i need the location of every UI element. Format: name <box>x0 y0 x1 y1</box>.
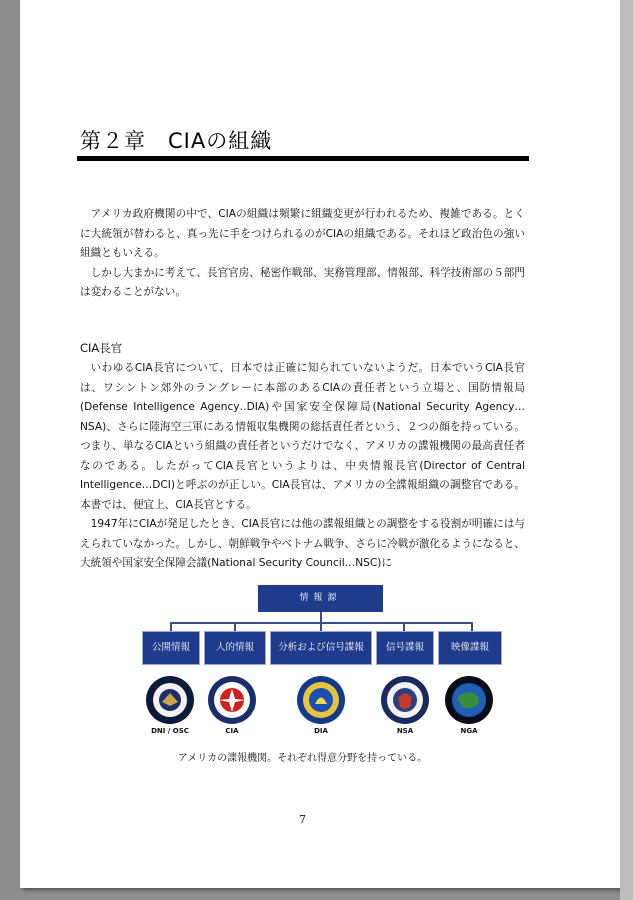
dni-seal-icon <box>145 675 195 725</box>
agency-label-cia: CIA <box>225 727 239 735</box>
figure-caption: アメリカの諜報機関。それぞれ得意分野を持っている。 <box>177 753 428 764</box>
chapter-rule <box>77 156 529 161</box>
category-analysis-signals: 分析および信号諜報 <box>270 631 372 665</box>
agency-label-nga: NGA <box>460 727 478 735</box>
viewer-scroll-edge <box>620 0 633 900</box>
page-number: 7 <box>299 813 306 826</box>
section-paragraph-1: いわゆるCIA長官について、日本では正確に知られていないようだ。日本でいうCIA長官は、ワシントン郊外のラングレーに本部のあるCIAの責任者という立場と、国防情報局(Defense Intelligence Agency‥DIA)や国家安全保障局(National Security Agency…NSA)、さらに陸海空三軍にある情報収集機関の総括責任者という、２つの顔を持っている。つまり、単なるCIAという組織の責任者というだけでなく、アメリカの諜報機関の最高責任者なのである。したがってCIA長官というよりは、中央情報長官(Director of Central Intelligence…DCI)と呼ぶのが正しい。CIA長官は、アメリカの全諜報組織の調整官である。本書では、便宜上、CIA長官とする。 <box>80 362 525 511</box>
cia-seal-icon <box>207 675 257 725</box>
source-box: 情報源 <box>258 585 383 612</box>
intro-text <box>80 205 525 303</box>
connector-line <box>320 612 322 622</box>
agency-figure <box>140 585 500 745</box>
nga-seal-icon <box>444 675 494 725</box>
category-open-source: 公開情報 <box>142 631 200 665</box>
nsa-seal-icon <box>380 675 430 725</box>
section-heading: CIA長官 <box>80 341 123 355</box>
dia-seal-icon <box>296 675 346 725</box>
intro-paragraph-1: アメリカ政府機関の中で、CIAの組織は頻繁に組織変更が行われるため、複雑である。とくに大統領が替わると、真っ先に手をつけられるのがCIAの組織である。それほど政治色の強い組織ともいえる。 <box>80 208 525 259</box>
category-signals-intel: 信号諜報 <box>376 631 434 665</box>
agency-label-dia: DIA <box>314 727 328 735</box>
section-text <box>80 359 525 574</box>
section-paragraph-2: 1947年にCIAが発足したとき、CIA長官には他の諜報組織との調整をする役割が明確には与えられていなかった。しかし、朝鮮戦争やベトナム戦争、さらに冷戦が激化るようになると、大統領や国家安全保障会議(National Security Council…NSC)に <box>80 518 525 569</box>
intro-paragraph-2: しかし大まかに考えて、長官官房、秘密作戦部、実務管理部、情報部、科学技術部の５部門は変わることがない。 <box>80 266 525 298</box>
agency-label-nsa: NSA <box>396 727 414 735</box>
agency-label-dni: DNI / OSC <box>151 727 189 735</box>
chapter-title: 第２章 CIAの組織 <box>80 129 273 153</box>
category-human-intel: 人的情報 <box>204 631 266 665</box>
category-imagery-intel: 映像諜報 <box>438 631 502 665</box>
